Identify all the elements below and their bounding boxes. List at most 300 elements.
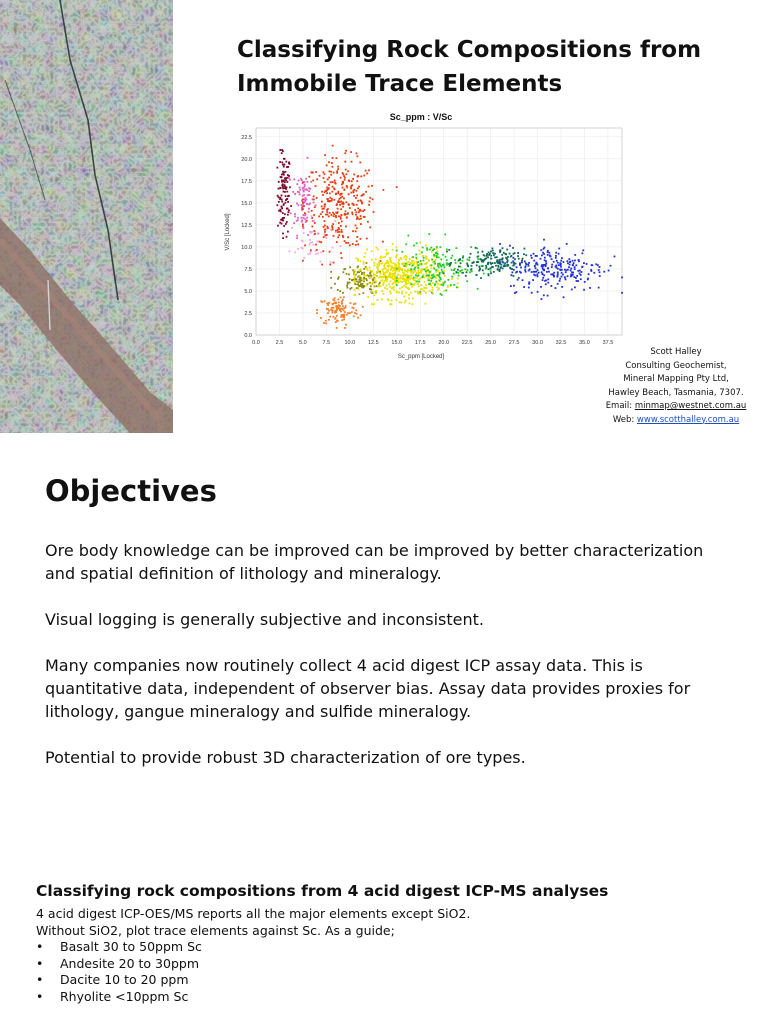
data-point bbox=[440, 259, 442, 261]
data-point bbox=[356, 236, 358, 238]
data-point bbox=[432, 287, 434, 289]
data-point bbox=[434, 284, 436, 286]
data-point bbox=[400, 302, 402, 304]
data-point bbox=[414, 280, 416, 282]
data-point bbox=[286, 166, 288, 168]
data-point bbox=[346, 185, 348, 187]
data-point bbox=[342, 181, 344, 183]
email-link[interactable]: minmap@westnet.com.au bbox=[634, 401, 747, 411]
data-point bbox=[281, 194, 283, 196]
data-point bbox=[403, 275, 405, 277]
data-point bbox=[423, 260, 425, 262]
objective-paragraph: Many companies now routinely collect 4 acid digest ICP assay data. This is quantitative data, independent of observer bias. Assay data provides proxies for lithology, gangue mineralogy and sulfide mineralogy. bbox=[45, 656, 691, 721]
y-tick-label: 2.5 bbox=[244, 310, 252, 317]
data-point bbox=[327, 214, 329, 216]
data-point bbox=[484, 259, 486, 261]
data-point bbox=[377, 249, 379, 251]
data-point bbox=[345, 201, 347, 203]
data-point bbox=[503, 252, 505, 254]
data-point bbox=[553, 261, 555, 263]
data-point bbox=[442, 271, 444, 273]
chart-title: Sc_ppm : V/Sc bbox=[389, 112, 453, 122]
data-point bbox=[577, 270, 579, 272]
data-point bbox=[583, 289, 585, 291]
data-point bbox=[433, 268, 435, 270]
data-point bbox=[420, 278, 422, 280]
data-point bbox=[308, 190, 310, 192]
data-point bbox=[432, 289, 434, 291]
data-point bbox=[499, 269, 501, 271]
data-point bbox=[436, 248, 438, 250]
data-point bbox=[349, 266, 351, 268]
data-point bbox=[395, 299, 397, 301]
objective-paragraph: Ore body knowledge can be improved can be improved by better characterization and spatial definition of lithology and mineralogy. bbox=[45, 541, 704, 583]
data-point bbox=[299, 187, 301, 189]
data-point bbox=[415, 274, 417, 276]
data-point bbox=[332, 303, 334, 305]
data-point bbox=[357, 208, 359, 210]
data-point bbox=[491, 248, 493, 250]
data-point bbox=[307, 234, 309, 236]
data-point bbox=[420, 272, 422, 274]
data-point bbox=[288, 161, 290, 163]
data-point bbox=[572, 264, 574, 266]
data-point bbox=[351, 161, 353, 163]
data-point bbox=[373, 275, 375, 277]
data-point bbox=[356, 257, 358, 259]
data-point bbox=[281, 174, 283, 176]
data-point bbox=[408, 280, 410, 282]
data-point bbox=[404, 302, 406, 304]
data-point bbox=[281, 201, 283, 203]
data-point bbox=[425, 244, 427, 246]
y-tick-label: 20.0 bbox=[241, 156, 252, 163]
data-point bbox=[369, 270, 371, 272]
data-point bbox=[306, 181, 308, 183]
data-point bbox=[281, 206, 283, 208]
data-point bbox=[367, 269, 369, 271]
data-point bbox=[430, 247, 432, 249]
data-point bbox=[412, 260, 414, 262]
data-point bbox=[428, 260, 430, 262]
data-point bbox=[446, 262, 448, 264]
data-point bbox=[621, 292, 623, 294]
data-point bbox=[375, 258, 377, 260]
data-point bbox=[537, 275, 539, 277]
data-point bbox=[558, 264, 560, 266]
data-point bbox=[284, 191, 286, 193]
data-point bbox=[340, 214, 342, 216]
data-point bbox=[336, 320, 338, 322]
data-point bbox=[336, 327, 338, 329]
data-point bbox=[352, 178, 354, 180]
data-point bbox=[313, 230, 315, 232]
data-point bbox=[454, 259, 456, 261]
data-point bbox=[360, 268, 362, 270]
data-point bbox=[281, 199, 283, 201]
data-point bbox=[309, 188, 311, 190]
data-point bbox=[343, 198, 345, 200]
data-point bbox=[334, 220, 336, 222]
data-point bbox=[333, 215, 335, 217]
data-point bbox=[302, 214, 304, 216]
data-point bbox=[345, 242, 347, 244]
objectives-body bbox=[45, 539, 735, 792]
data-point bbox=[524, 269, 526, 271]
y-tick-label: 5.0 bbox=[244, 288, 252, 295]
data-point bbox=[523, 253, 525, 255]
data-point bbox=[405, 258, 407, 260]
bullet-icon: • bbox=[36, 972, 44, 987]
data-point bbox=[375, 290, 377, 292]
data-point bbox=[313, 220, 315, 222]
data-point bbox=[499, 261, 501, 263]
data-point bbox=[490, 270, 492, 272]
data-point bbox=[387, 278, 389, 280]
data-point bbox=[343, 296, 345, 298]
data-point bbox=[425, 263, 427, 265]
data-point bbox=[431, 275, 433, 277]
data-point bbox=[282, 220, 284, 222]
data-point bbox=[381, 298, 383, 300]
data-point bbox=[363, 287, 365, 289]
data-point bbox=[382, 271, 384, 273]
data-point bbox=[281, 207, 283, 209]
data-point bbox=[410, 292, 412, 294]
data-point bbox=[351, 279, 353, 281]
data-point bbox=[288, 175, 290, 177]
data-point bbox=[310, 181, 312, 183]
data-point bbox=[548, 271, 550, 273]
data-point bbox=[329, 264, 331, 266]
author-email-line bbox=[560, 400, 768, 414]
data-point bbox=[302, 260, 304, 262]
data-point bbox=[282, 212, 284, 214]
data-point bbox=[407, 287, 409, 289]
data-point bbox=[425, 255, 427, 257]
email-label: Email: bbox=[605, 401, 635, 411]
data-point bbox=[437, 282, 439, 284]
data-point bbox=[396, 277, 398, 279]
data-point bbox=[332, 223, 334, 225]
data-point bbox=[365, 191, 367, 193]
data-point bbox=[350, 188, 352, 190]
data-point bbox=[443, 282, 445, 284]
x-tick-label: 25.0 bbox=[485, 340, 496, 346]
data-point bbox=[565, 271, 567, 273]
data-point bbox=[289, 186, 291, 188]
data-point bbox=[428, 233, 430, 235]
data-point bbox=[390, 268, 392, 270]
data-point bbox=[450, 257, 452, 259]
data-point bbox=[413, 268, 415, 270]
data-point bbox=[377, 299, 379, 301]
data-point bbox=[381, 262, 383, 264]
data-point bbox=[492, 266, 494, 268]
data-point bbox=[277, 225, 279, 227]
data-point bbox=[302, 189, 304, 191]
data-point bbox=[545, 260, 547, 262]
data-point bbox=[451, 255, 453, 257]
data-point bbox=[456, 271, 458, 273]
data-point bbox=[324, 206, 326, 208]
data-point bbox=[519, 271, 521, 273]
data-point bbox=[402, 275, 404, 277]
data-point bbox=[410, 262, 412, 264]
data-point bbox=[416, 281, 418, 283]
data-point bbox=[396, 186, 398, 188]
data-point bbox=[531, 271, 533, 273]
data-point bbox=[410, 268, 412, 270]
data-point bbox=[354, 277, 356, 279]
data-point bbox=[327, 178, 329, 180]
data-point bbox=[388, 262, 390, 264]
data-point bbox=[543, 269, 545, 271]
data-point bbox=[351, 192, 353, 194]
data-point bbox=[453, 273, 455, 275]
data-point bbox=[297, 204, 299, 206]
data-point bbox=[394, 272, 396, 274]
data-point bbox=[324, 204, 326, 206]
data-point bbox=[387, 260, 389, 262]
data-point bbox=[312, 220, 314, 222]
data-point bbox=[524, 261, 526, 263]
data-point bbox=[494, 262, 496, 264]
data-point bbox=[412, 256, 414, 258]
y-axis-label: V/Sc [Locked] bbox=[225, 213, 231, 251]
data-point bbox=[354, 270, 356, 272]
data-point bbox=[314, 222, 316, 224]
data-point bbox=[471, 265, 473, 267]
data-point bbox=[276, 204, 278, 206]
data-point bbox=[420, 293, 422, 295]
data-point bbox=[392, 270, 394, 272]
data-point bbox=[362, 292, 364, 294]
data-point bbox=[287, 208, 289, 210]
data-point bbox=[325, 322, 327, 324]
data-point bbox=[357, 272, 359, 274]
data-point bbox=[356, 240, 358, 242]
data-point bbox=[576, 275, 578, 277]
data-point bbox=[327, 208, 329, 210]
data-point bbox=[317, 252, 319, 254]
data-point bbox=[332, 166, 334, 168]
data-point bbox=[324, 181, 326, 183]
data-point bbox=[475, 247, 477, 249]
data-point bbox=[420, 270, 422, 272]
data-point bbox=[360, 200, 362, 202]
bullet-icon: • bbox=[36, 955, 44, 971]
data-point bbox=[451, 269, 453, 271]
data-point bbox=[405, 270, 407, 272]
data-point bbox=[566, 243, 568, 245]
data-point bbox=[558, 248, 560, 250]
data-point bbox=[345, 210, 347, 212]
data-point bbox=[397, 274, 399, 276]
data-point bbox=[380, 285, 382, 287]
data-point bbox=[387, 298, 389, 300]
data-point bbox=[311, 172, 313, 174]
data-point bbox=[357, 244, 359, 246]
data-point bbox=[460, 266, 462, 268]
data-point bbox=[401, 291, 403, 293]
data-point bbox=[557, 271, 559, 273]
data-point bbox=[337, 208, 339, 210]
list-item-text: Andesite 20 to 30ppm bbox=[60, 955, 200, 971]
data-point bbox=[340, 216, 342, 218]
data-point bbox=[340, 218, 342, 220]
data-point bbox=[501, 254, 503, 256]
data-point bbox=[419, 253, 421, 255]
data-point bbox=[479, 268, 481, 270]
data-point bbox=[570, 270, 572, 272]
data-point bbox=[575, 264, 577, 266]
data-point bbox=[332, 247, 334, 249]
data-point bbox=[335, 317, 337, 319]
data-point bbox=[576, 280, 578, 282]
data-point bbox=[516, 271, 518, 273]
data-point bbox=[337, 289, 339, 291]
data-point bbox=[389, 303, 391, 305]
data-point bbox=[337, 211, 339, 213]
data-point bbox=[493, 271, 495, 273]
bullet-icon: • bbox=[36, 939, 44, 954]
data-point bbox=[417, 283, 419, 285]
data-point bbox=[353, 315, 355, 317]
data-point bbox=[353, 307, 355, 309]
data-point bbox=[543, 239, 545, 241]
data-point bbox=[415, 257, 417, 259]
data-point bbox=[303, 257, 305, 259]
data-point bbox=[405, 243, 407, 245]
data-point bbox=[443, 263, 445, 265]
data-point bbox=[336, 170, 338, 172]
data-point bbox=[355, 309, 357, 311]
data-point bbox=[352, 243, 354, 245]
data-point bbox=[326, 308, 328, 310]
data-point bbox=[497, 265, 499, 267]
data-point bbox=[346, 173, 348, 175]
data-point bbox=[334, 182, 336, 184]
data-point bbox=[456, 247, 458, 249]
data-point bbox=[330, 261, 332, 263]
data-point bbox=[543, 294, 545, 296]
x-tick-label: 15.0 bbox=[391, 340, 403, 346]
data-point bbox=[318, 215, 320, 217]
data-point bbox=[418, 281, 420, 283]
data-point bbox=[302, 208, 304, 210]
data-point bbox=[337, 168, 339, 170]
data-point bbox=[394, 276, 396, 278]
objectives-heading: Objectives bbox=[45, 474, 217, 508]
data-point bbox=[555, 252, 557, 254]
data-point bbox=[389, 291, 391, 293]
data-point bbox=[425, 284, 427, 286]
data-point bbox=[488, 268, 490, 270]
web-link[interactable]: www.scotthalley.com.au bbox=[636, 414, 740, 425]
data-point bbox=[545, 262, 547, 264]
data-point bbox=[287, 201, 289, 203]
data-point bbox=[302, 198, 304, 200]
data-point bbox=[426, 249, 428, 251]
data-point bbox=[349, 207, 351, 209]
data-point bbox=[430, 280, 432, 282]
data-point bbox=[387, 252, 389, 254]
data-point bbox=[313, 195, 315, 197]
data-point bbox=[335, 193, 337, 195]
data-point bbox=[400, 258, 402, 260]
data-point bbox=[394, 264, 396, 266]
data-point bbox=[528, 262, 530, 264]
data-point bbox=[407, 282, 409, 284]
data-point bbox=[421, 288, 423, 290]
data-point bbox=[340, 197, 342, 199]
data-point bbox=[556, 260, 558, 262]
data-point bbox=[355, 225, 357, 227]
data-point bbox=[326, 303, 328, 305]
bullet-icon: • bbox=[36, 988, 44, 1004]
data-point bbox=[451, 278, 453, 280]
data-point bbox=[507, 256, 509, 258]
data-point bbox=[401, 251, 403, 253]
data-point bbox=[324, 220, 326, 222]
data-point bbox=[333, 172, 335, 174]
data-point bbox=[344, 268, 346, 270]
data-point bbox=[321, 191, 323, 193]
data-point bbox=[348, 193, 350, 195]
data-point bbox=[429, 249, 431, 251]
data-point bbox=[285, 202, 287, 204]
data-point bbox=[316, 249, 318, 251]
data-point bbox=[296, 203, 298, 205]
data-point bbox=[346, 285, 348, 287]
data-point bbox=[314, 206, 316, 208]
data-point bbox=[428, 279, 430, 281]
data-point bbox=[303, 232, 305, 234]
data-point bbox=[385, 262, 387, 264]
data-point bbox=[505, 253, 507, 255]
data-point bbox=[416, 291, 418, 293]
data-point bbox=[430, 285, 432, 287]
data-point bbox=[574, 286, 576, 288]
data-point bbox=[462, 272, 464, 274]
data-point bbox=[418, 264, 420, 266]
data-point bbox=[599, 266, 601, 268]
data-point bbox=[529, 269, 531, 271]
data-point bbox=[329, 192, 331, 194]
data-point bbox=[287, 195, 289, 197]
data-point bbox=[462, 257, 464, 259]
data-point bbox=[340, 208, 342, 210]
data-point bbox=[536, 274, 538, 276]
data-point bbox=[396, 290, 398, 292]
data-point bbox=[409, 264, 411, 266]
data-point bbox=[348, 180, 350, 182]
data-point bbox=[385, 249, 387, 251]
data-point bbox=[354, 312, 356, 314]
data-point bbox=[426, 247, 428, 249]
data-point bbox=[330, 287, 332, 289]
data-point bbox=[328, 184, 330, 186]
data-point bbox=[338, 222, 340, 224]
data-point bbox=[570, 275, 572, 277]
data-point bbox=[416, 242, 418, 244]
data-point bbox=[455, 262, 457, 264]
data-point bbox=[444, 281, 446, 283]
data-point bbox=[492, 250, 494, 252]
data-point bbox=[302, 202, 304, 204]
data-point bbox=[361, 195, 363, 197]
